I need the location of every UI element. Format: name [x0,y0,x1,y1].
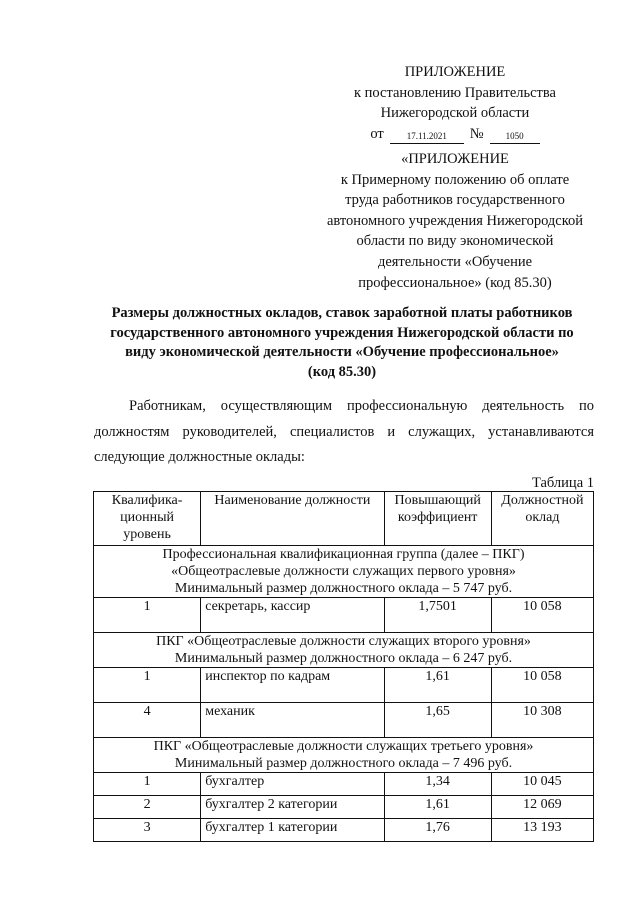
inner-appendix-line-2: к Примерному положению об оплате [340,171,570,188]
group-1-line-1: Профессиональная квалификационная группа (далее – ПКГ) [162,547,525,562]
group-heading-3 [94,738,594,773]
cell-position: механик [201,703,384,738]
cell-coefficient: 1,34 [384,773,491,796]
cell-position: бухгалтер 2 категории [201,796,384,819]
cell-position: секретарь, кассир [201,598,384,633]
group-heading-2 [94,633,594,668]
header-level: Квалифика-ционный уровень [94,492,201,546]
title-line-1: Размеры должностных окладов, ставок заработной платы работников [111,305,573,321]
cell-coefficient: 1,61 [384,796,491,819]
cell-coefficient: 1,65 [384,703,491,738]
cell-coefficient: 1,61 [384,668,491,703]
group-heading-1 [94,546,594,598]
intro-paragraph: Работникам, осуществляющим профессиональную деятельность по должностям руководителей, специалистов и служащих, устанавливаются следующие должностные оклады: [94,398,594,465]
cell-salary: 12 069 [491,796,593,819]
cell-level: 3 [94,819,201,842]
title-line-4: (код 85.30) [307,363,377,380]
title-line-3: виду экономической деятельности «Обучение профессиональное» [125,344,559,360]
salary-table [93,491,594,842]
inner-appendix-header [300,149,610,293]
group-3-line-1: ПКГ «Общеотраслевые должности служащих третьего уровня» [153,739,534,754]
cell-salary: 13 193 [491,819,593,842]
cell-position: бухгалтер 1 категории [201,819,384,842]
appendix-decree-line: к постановлению Правительства [354,84,556,101]
cell-level: 1 [94,598,201,633]
cell-salary: 10 308 [491,703,593,738]
table-caption: Таблица 1 [531,475,594,491]
group-1-line-3: Минимальный размер должностного оклада – 5 747 руб. [174,581,513,596]
header-salary: Должностной оклад [491,492,593,546]
inner-appendix-line-1: «ПРИЛОЖЕНИЕ [401,151,509,167]
table-row [94,703,594,738]
group-3-line-2: Минимальный размер должностного оклада – 7 496 руб. [174,756,513,771]
table-row [94,668,594,703]
cell-position: инспектор по кадрам [201,668,384,703]
table-row [94,796,594,819]
appendix-region-line: Нижегородской области [380,105,530,122]
group-1-line-2: «Общеотраслевые должности служащих первого уровня» [171,564,516,579]
cell-coefficient: 1,76 [384,819,491,842]
cell-level: 1 [94,668,201,703]
table-row [94,773,594,796]
decree-number: 1050 [490,130,540,144]
inner-appendix-line-7: профессиональное» (код 85.30) [358,274,552,291]
group-row [94,738,594,773]
inner-appendix-line-3: труда работников государственного [345,192,565,209]
appendix-title: ПРИЛОЖЕНИЕ [404,64,506,80]
cell-salary: 10 058 [491,668,593,703]
inner-appendix-line-5: области по виду экономической [356,233,554,250]
cell-level: 2 [94,796,201,819]
header-position: Наименование должности [201,492,384,546]
number-label: № [469,125,484,142]
document-title [60,304,624,382]
cell-level: 4 [94,703,201,738]
group-2-line-2: Минимальный размер должностного оклада – 6 247 руб. [174,651,513,666]
decree-date-number [300,124,610,145]
cell-level: 1 [94,773,201,796]
inner-appendix-line-4: автономного учреждения Нижегородской [326,212,584,229]
group-row [94,546,594,598]
from-label: от [370,125,384,142]
group-row [94,633,594,668]
group-2-line-1: ПКГ «Общеотраслевые должности служащих второго уровня» [156,634,531,649]
decree-appendix-header [300,62,610,144]
inner-appendix-line-6: деятельности «Обучение [377,253,533,270]
table-row [94,819,594,842]
table-row [94,598,594,633]
cell-position: бухгалтер [201,773,384,796]
cell-coefficient: 1,7501 [384,598,491,633]
title-line-2: государственного автономного учреждения Нижегородской области по [110,324,574,341]
cell-salary: 10 045 [491,773,593,796]
decree-date: 17.11.2021 [390,130,464,144]
cell-salary: 10 058 [491,598,593,633]
header-coefficient: Повышающий коэффициент [384,492,491,546]
table-header-row [94,492,594,546]
